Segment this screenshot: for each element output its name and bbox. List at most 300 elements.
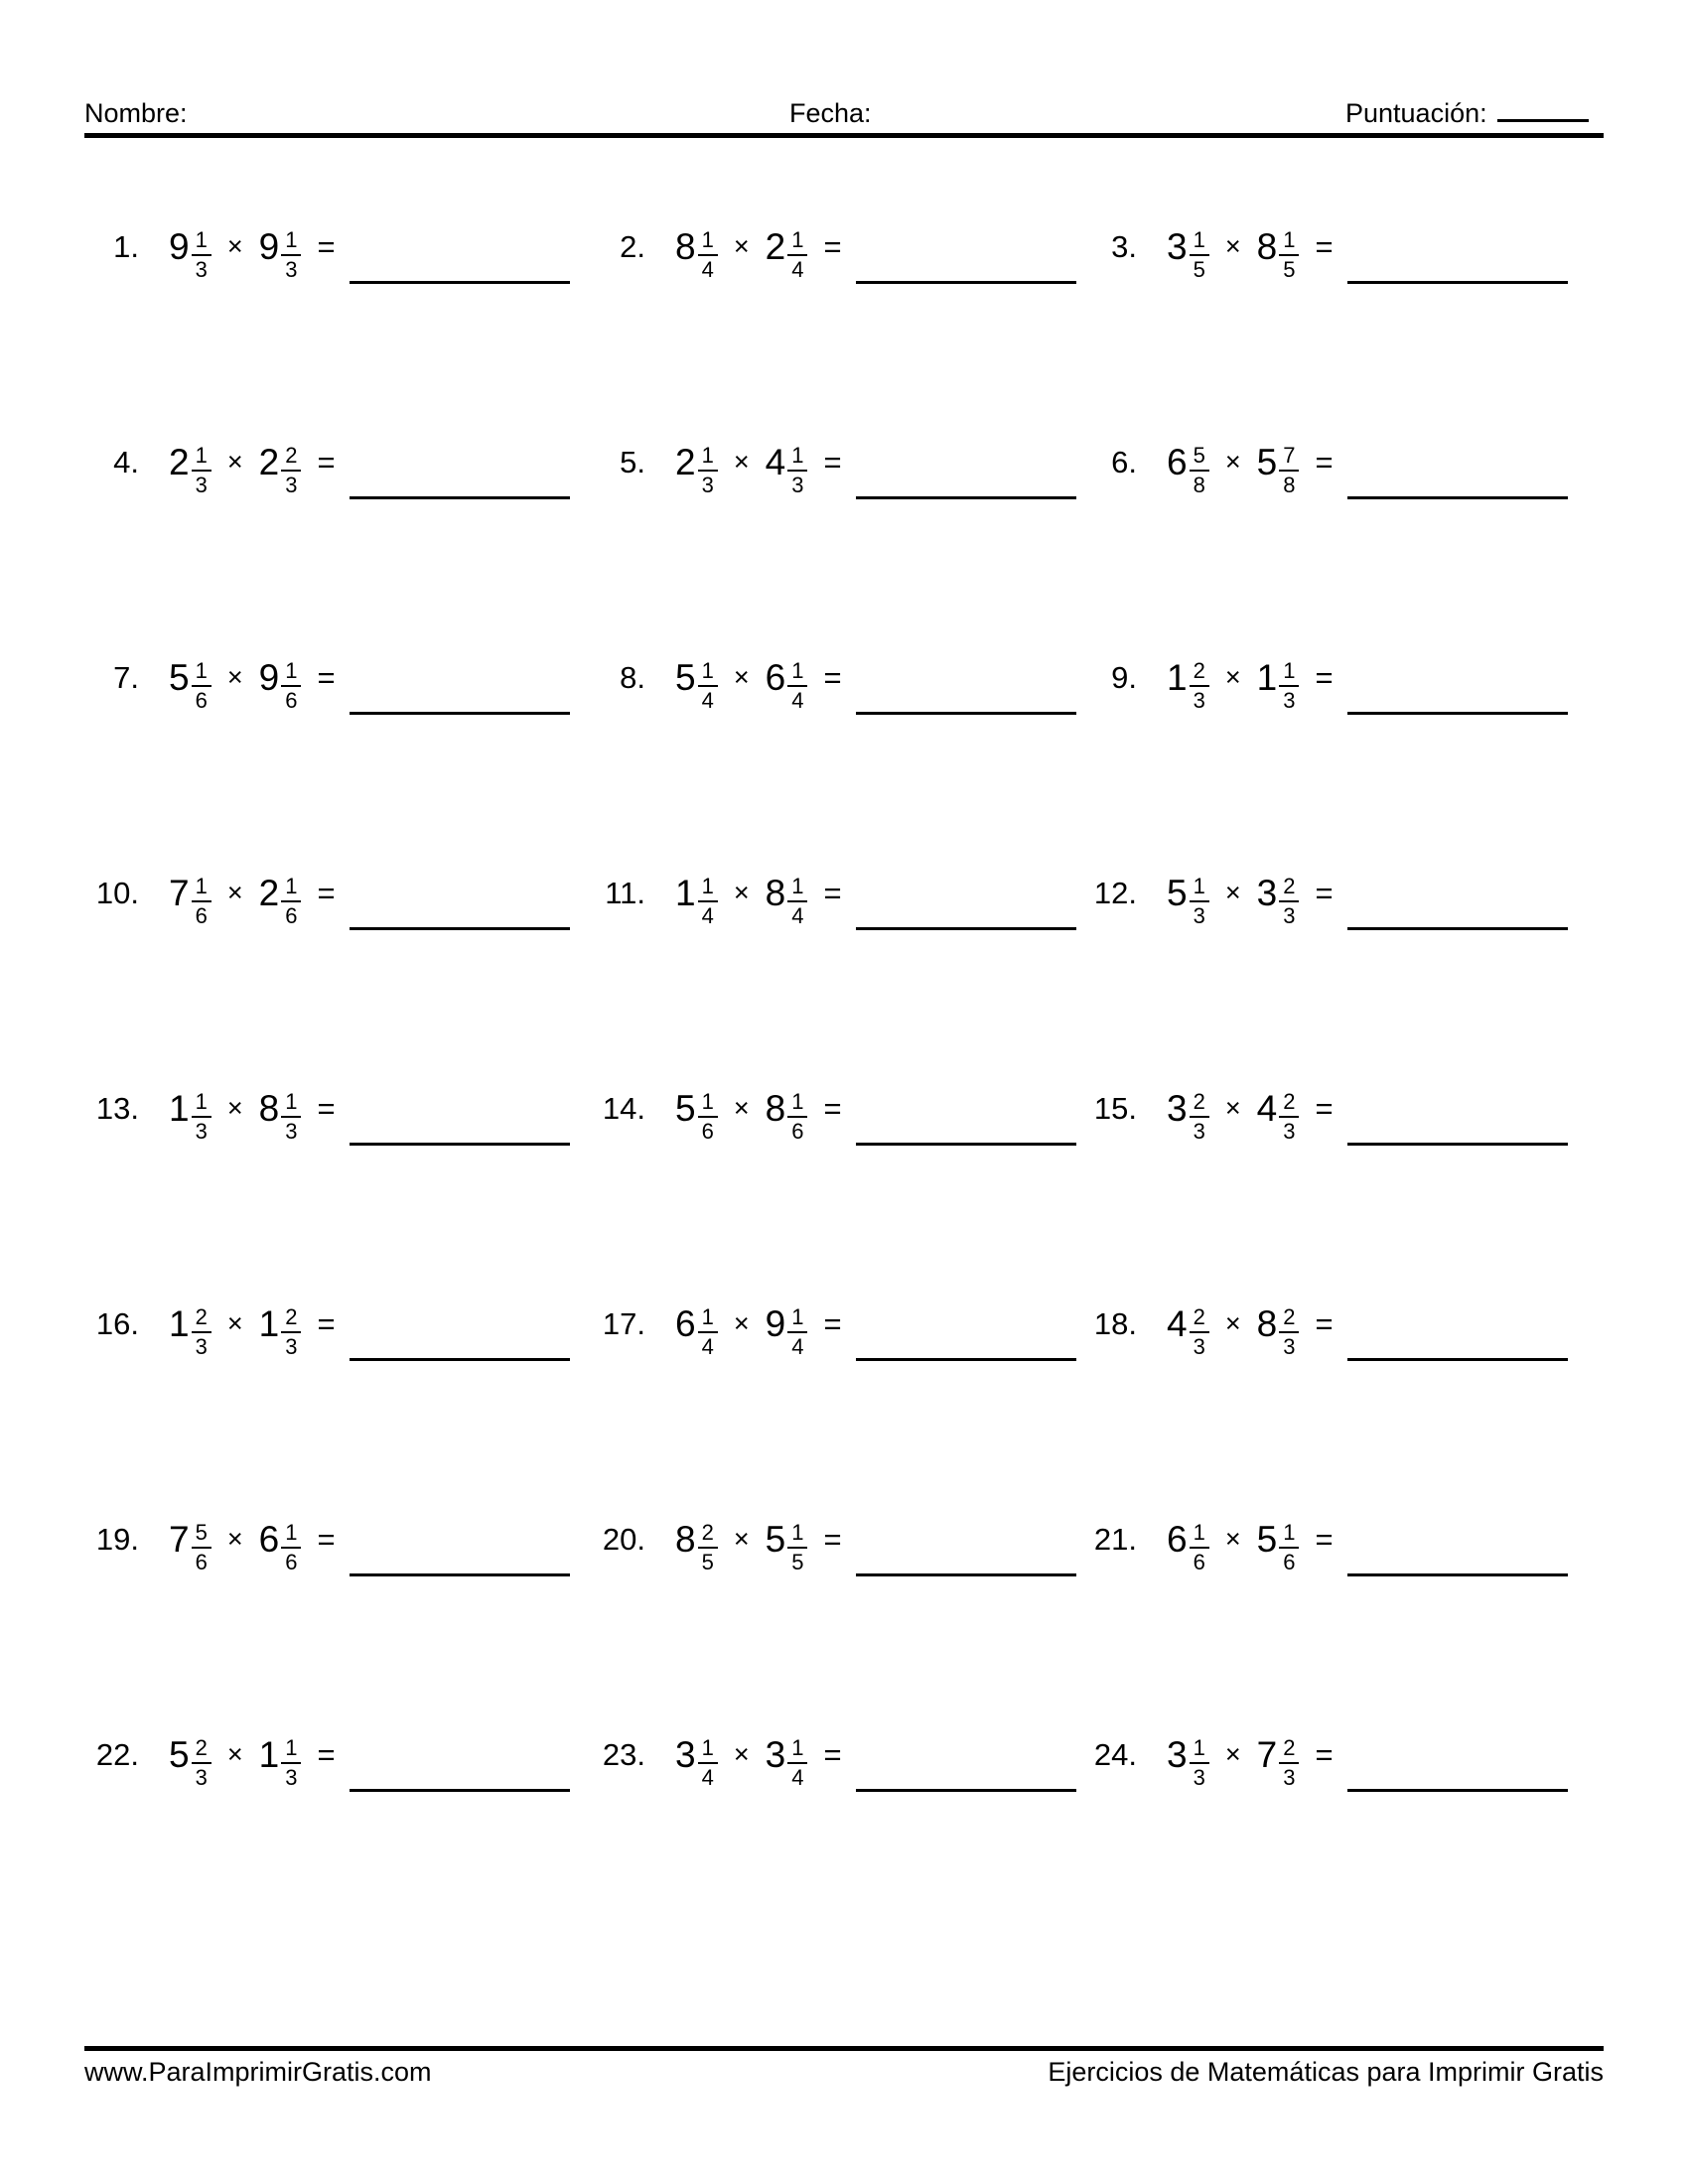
problem-cell	[591, 354, 1082, 570]
factor-a-fraction	[1190, 1088, 1209, 1144]
factor-b-whole: 3	[765, 1734, 786, 1775]
times-icon: ×	[1224, 662, 1241, 692]
factor-b-denominator: 3	[281, 254, 301, 281]
factor-b-numerator: 1	[1283, 657, 1296, 683]
factor-a-mixed-number	[1167, 1083, 1209, 1144]
factor-a-whole: 5	[169, 657, 190, 698]
factor-a-numerator: 1	[195, 657, 208, 683]
factor-a-mixed-number	[675, 1729, 718, 1790]
problem-cell	[84, 570, 591, 785]
factor-b-fraction	[787, 1734, 807, 1790]
factor-b-mixed-number	[258, 221, 302, 282]
factor-b-mixed-number	[1256, 868, 1300, 928]
equals-sign: =	[1315, 228, 1334, 264]
factor-b-numerator: 1	[1283, 1519, 1296, 1545]
factor-b-mixed-number	[765, 868, 808, 928]
factor-a-numerator: 1	[701, 442, 714, 468]
factor-a-denominator: 3	[1190, 900, 1209, 927]
answer-blank-line[interactable]	[1347, 281, 1568, 284]
times-icon: ×	[1224, 1524, 1241, 1554]
factor-a-fraction	[698, 1519, 718, 1574]
equals-sign: =	[1315, 659, 1334, 695]
factor-b-whole: 4	[1256, 1088, 1278, 1129]
factor-a-fraction	[1190, 1519, 1209, 1574]
factor-b-fraction	[281, 657, 301, 713]
answer-blank-line[interactable]	[1347, 712, 1568, 715]
factor-a-whole: 1	[169, 1088, 190, 1129]
factor-b-mixed-number	[765, 1298, 808, 1359]
times-icon: ×	[1224, 1308, 1241, 1338]
factor-b-numerator: 1	[285, 1734, 298, 1760]
times-icon: ×	[226, 878, 243, 907]
factor-b-denominator: 4	[787, 1331, 807, 1358]
equals-sign: =	[823, 1305, 842, 1341]
factor-a-numerator: 1	[701, 657, 714, 683]
factor-b-denominator: 4	[787, 685, 807, 712]
factor-b-mixed-number	[1256, 1514, 1300, 1574]
times-icon: ×	[226, 1524, 243, 1554]
equals-sign: =	[1315, 1305, 1334, 1341]
factor-a-fraction	[192, 442, 211, 497]
equals-sign: =	[1315, 1736, 1334, 1772]
times-icon: ×	[733, 878, 750, 907]
factor-a-mixed-number	[169, 1514, 211, 1574]
factor-b-fraction	[281, 226, 301, 282]
factor-a-whole: 1	[169, 1303, 190, 1344]
factor-b-whole: 8	[765, 1088, 786, 1129]
footer-title: Ejercicios de Matemáticas para Imprimir Gratis	[1048, 2057, 1604, 2087]
factor-a-whole: 1	[1167, 657, 1188, 698]
factor-a-fraction	[192, 1088, 211, 1144]
factor-b-whole: 6	[258, 1519, 280, 1560]
factor-b-numerator: 1	[285, 657, 298, 683]
factor-b-numerator: 2	[285, 1303, 298, 1329]
problem-cell	[84, 785, 591, 1001]
factor-a-mixed-number	[1167, 1729, 1209, 1790]
factor-a-denominator: 6	[192, 1547, 211, 1573]
problem-number: 19.	[95, 1521, 139, 1557]
equals-sign: =	[1315, 1521, 1334, 1557]
factor-a-denominator: 4	[698, 1331, 718, 1358]
factor-a-denominator: 4	[698, 254, 718, 281]
factor-a-mixed-number	[169, 1083, 211, 1144]
problem-cell	[84, 1001, 591, 1216]
factor-b-fraction	[787, 1303, 807, 1359]
factor-b-whole: 1	[258, 1734, 280, 1775]
factor-a-mixed-number	[1167, 1514, 1209, 1574]
factor-a-mixed-number	[169, 221, 211, 282]
answer-blank-line[interactable]	[856, 712, 1076, 715]
factor-a-whole: 6	[1167, 442, 1188, 482]
factor-b-fraction	[1279, 657, 1299, 713]
problem-cell	[1082, 1001, 1604, 1216]
factor-a-fraction	[1190, 873, 1209, 928]
problem-number: 10.	[95, 875, 139, 910]
factor-b-denominator: 6	[281, 900, 301, 927]
factor-a-denominator: 3	[192, 254, 211, 281]
problem-cell	[84, 354, 591, 570]
factor-b-denominator: 3	[281, 470, 301, 496]
factor-b-denominator: 3	[281, 1762, 301, 1789]
factor-a-numerator: 1	[701, 1088, 714, 1114]
equals-sign: =	[317, 1521, 336, 1557]
factor-a-fraction	[698, 442, 718, 497]
problem-cell	[591, 785, 1082, 1001]
times-icon: ×	[226, 1739, 243, 1769]
factor-a-fraction	[192, 873, 211, 928]
factor-b-denominator: 6	[787, 1116, 807, 1143]
factor-b-mixed-number	[1256, 221, 1300, 282]
problem-cell	[591, 1647, 1082, 1862]
factor-a-fraction	[698, 873, 718, 928]
equals-sign: =	[317, 875, 336, 910]
factor-b-mixed-number	[1256, 1298, 1300, 1359]
answer-blank-line[interactable]	[856, 1573, 1076, 1576]
factor-b-denominator: 5	[787, 1547, 807, 1573]
answer-blank-line[interactable]	[1347, 1358, 1568, 1361]
problem-cell	[1082, 1432, 1604, 1647]
problem-number: 7.	[113, 659, 139, 695]
times-icon: ×	[226, 662, 243, 692]
factor-a-fraction	[192, 1303, 211, 1359]
problems-grid	[84, 139, 1604, 1862]
problem-number: 2.	[620, 228, 645, 264]
footer-divider-line	[84, 2046, 1604, 2051]
factor-a-numerator: 1	[1193, 226, 1205, 252]
factor-a-denominator: 6	[1190, 1547, 1209, 1573]
factor-a-whole: 6	[1167, 1519, 1188, 1560]
times-icon: ×	[733, 447, 750, 477]
equals-sign: =	[823, 228, 842, 264]
times-icon: ×	[226, 1308, 243, 1338]
factor-b-denominator: 3	[1279, 900, 1299, 927]
problem-number: 21.	[1093, 1521, 1137, 1557]
equals-sign: =	[317, 1736, 336, 1772]
factor-a-whole: 7	[169, 873, 190, 913]
factor-b-fraction	[281, 1088, 301, 1144]
problem-cell	[1082, 570, 1604, 785]
factor-b-fraction	[281, 873, 301, 928]
problem-number: 12.	[1093, 875, 1137, 910]
factor-b-fraction	[1279, 1519, 1299, 1574]
factor-b-fraction	[281, 1519, 301, 1574]
factor-b-whole: 1	[258, 1303, 280, 1344]
factor-b-numerator: 7	[1283, 442, 1296, 468]
factor-b-numerator: 1	[285, 1519, 298, 1545]
problem-number: 17.	[602, 1305, 645, 1341]
answer-blank-line[interactable]	[856, 1789, 1076, 1792]
answer-blank-line[interactable]	[1347, 927, 1568, 930]
factor-b-numerator: 1	[285, 873, 298, 898]
factor-a-whole: 8	[675, 1519, 696, 1560]
factor-a-mixed-number	[1167, 868, 1209, 928]
factor-b-denominator: 3	[281, 1116, 301, 1143]
factor-b-denominator: 4	[787, 900, 807, 927]
problem-number: 5.	[620, 444, 645, 479]
problem-cell	[591, 1216, 1082, 1432]
answer-blank-line[interactable]	[1347, 1789, 1568, 1792]
problem-cell	[84, 1216, 591, 1432]
factor-a-whole: 1	[675, 873, 696, 913]
factor-a-denominator: 6	[698, 1116, 718, 1143]
factor-b-numerator: 2	[1283, 1734, 1296, 1760]
factor-a-denominator: 5	[698, 1547, 718, 1573]
factor-a-mixed-number	[169, 868, 211, 928]
factor-b-mixed-number	[765, 652, 808, 713]
factor-a-whole: 4	[1167, 1303, 1188, 1344]
factor-a-denominator: 3	[192, 1116, 211, 1143]
factor-a-denominator: 3	[1190, 1331, 1209, 1358]
factor-b-denominator: 8	[1279, 470, 1299, 496]
factor-a-whole: 9	[169, 226, 190, 267]
header-writing-line	[84, 133, 1604, 138]
factor-a-fraction	[698, 1303, 718, 1359]
answer-blank-line[interactable]	[350, 712, 570, 715]
factor-a-denominator: 3	[192, 470, 211, 496]
times-icon: ×	[1224, 231, 1241, 261]
factor-b-mixed-number	[765, 221, 808, 282]
factor-a-denominator: 4	[698, 900, 718, 927]
times-icon: ×	[733, 1739, 750, 1769]
factor-a-numerator: 1	[195, 226, 208, 252]
factor-b-denominator: 3	[1279, 1762, 1299, 1789]
factor-a-whole: 3	[1167, 1088, 1188, 1129]
equals-sign: =	[1315, 1090, 1334, 1126]
factor-b-mixed-number	[258, 437, 302, 497]
factor-b-mixed-number	[258, 868, 302, 928]
factor-a-mixed-number	[675, 652, 718, 713]
factor-a-denominator: 3	[698, 470, 718, 496]
problem-cell	[84, 139, 591, 354]
problem-cell	[1082, 139, 1604, 354]
factor-a-denominator: 3	[1190, 1762, 1209, 1789]
factor-b-fraction	[281, 1734, 301, 1790]
problem-cell	[84, 1647, 591, 1862]
times-icon: ×	[733, 1524, 750, 1554]
answer-blank-line[interactable]	[1347, 496, 1568, 499]
factor-a-fraction	[1190, 657, 1209, 713]
times-icon: ×	[226, 1093, 243, 1123]
factor-b-whole: 9	[258, 657, 280, 698]
factor-a-numerator: 1	[195, 873, 208, 898]
factor-b-whole: 5	[1256, 1519, 1278, 1560]
factor-b-fraction	[787, 1088, 807, 1144]
factor-b-whole: 8	[765, 873, 786, 913]
factor-b-fraction	[1279, 1088, 1299, 1144]
factor-a-fraction	[698, 1088, 718, 1144]
factor-b-fraction	[1279, 226, 1299, 282]
factor-b-numerator: 1	[791, 657, 804, 683]
factor-a-denominator: 3	[1190, 1116, 1209, 1143]
factor-b-numerator: 1	[285, 1088, 298, 1114]
factor-b-whole: 8	[1256, 1303, 1278, 1344]
factor-a-fraction	[192, 1519, 211, 1574]
score-label-text: Puntuación:	[1345, 98, 1487, 128]
answer-blank-line[interactable]	[350, 1573, 570, 1576]
factor-a-denominator: 6	[192, 685, 211, 712]
factor-a-mixed-number	[1167, 1298, 1209, 1359]
factor-a-denominator: 3	[1190, 685, 1209, 712]
factor-a-numerator: 2	[195, 1303, 208, 1329]
factor-a-numerator: 2	[1193, 657, 1205, 683]
factor-a-numerator: 2	[701, 1519, 714, 1545]
factor-a-whole: 2	[675, 442, 696, 482]
times-icon: ×	[733, 662, 750, 692]
equals-sign: =	[1315, 444, 1334, 479]
factor-b-numerator: 1	[285, 226, 298, 252]
factor-b-mixed-number	[258, 1298, 302, 1359]
equals-sign: =	[823, 1090, 842, 1126]
problem-cell	[591, 1432, 1082, 1647]
answer-blank-line[interactable]	[856, 496, 1076, 499]
answer-blank-line[interactable]	[350, 927, 570, 930]
factor-b-fraction	[281, 442, 301, 497]
factor-a-numerator: 5	[195, 1519, 208, 1545]
factor-b-whole: 1	[1256, 657, 1278, 698]
factor-b-numerator: 1	[791, 1734, 804, 1760]
factor-a-denominator: 4	[698, 1762, 718, 1789]
factor-b-numerator: 1	[791, 1303, 804, 1329]
equals-sign: =	[1315, 875, 1334, 910]
factor-b-whole: 3	[1256, 873, 1278, 913]
factor-a-whole: 5	[1167, 873, 1188, 913]
problem-number: 6.	[1111, 444, 1137, 479]
factor-a-fraction	[1190, 1303, 1209, 1359]
factor-b-numerator: 1	[1283, 226, 1296, 252]
answer-blank-line[interactable]	[350, 281, 570, 284]
factor-b-whole: 2	[258, 873, 280, 913]
answer-blank-line[interactable]	[350, 1143, 570, 1146]
factor-b-mixed-number	[765, 437, 808, 497]
factor-b-mixed-number	[258, 1083, 302, 1144]
factor-b-whole: 8	[1256, 226, 1278, 267]
factor-b-mixed-number	[258, 652, 302, 713]
answer-blank-line[interactable]	[1347, 1143, 1568, 1146]
answer-blank-line[interactable]	[350, 496, 570, 499]
answer-blank-line[interactable]	[856, 927, 1076, 930]
problem-number: 3.	[1111, 228, 1137, 264]
times-icon: ×	[226, 447, 243, 477]
factor-b-denominator: 6	[1279, 1547, 1299, 1573]
factor-a-mixed-number	[169, 1298, 211, 1359]
factor-b-mixed-number	[1256, 437, 1300, 497]
score-blank-line[interactable]	[1497, 119, 1589, 122]
factor-a-mixed-number	[675, 868, 718, 928]
factor-b-numerator: 2	[1283, 873, 1296, 898]
factor-a-fraction	[192, 657, 211, 713]
factor-b-denominator: 3	[1279, 685, 1299, 712]
factor-b-numerator: 1	[791, 873, 804, 898]
answer-blank-line[interactable]	[856, 1358, 1076, 1361]
problem-number: 14.	[602, 1090, 645, 1126]
factor-b-fraction	[1279, 442, 1299, 497]
factor-b-mixed-number	[1256, 1729, 1300, 1790]
factor-b-fraction	[1279, 1303, 1299, 1359]
factor-a-mixed-number	[169, 437, 211, 497]
factor-b-numerator: 1	[791, 226, 804, 252]
equals-sign: =	[317, 1305, 336, 1341]
problem-cell	[591, 139, 1082, 354]
answer-blank-line[interactable]	[856, 281, 1076, 284]
factor-b-whole: 4	[765, 442, 786, 482]
factor-b-denominator: 3	[1279, 1331, 1299, 1358]
factor-b-mixed-number	[765, 1514, 808, 1574]
factor-a-fraction	[698, 226, 718, 282]
factor-b-whole: 5	[1256, 442, 1278, 482]
factor-a-denominator: 8	[1190, 470, 1209, 496]
factor-a-numerator: 2	[1193, 1088, 1205, 1114]
factor-a-numerator: 2	[1193, 1303, 1205, 1329]
problem-number: 15.	[1093, 1090, 1137, 1126]
factor-a-numerator: 1	[195, 442, 208, 468]
name-label: Nombre:	[84, 98, 188, 128]
factor-b-denominator: 3	[281, 1331, 301, 1358]
problem-cell	[1082, 354, 1604, 570]
worksheet-header	[84, 95, 1604, 137]
footer-website: www.ParaImprimirGratis.com	[84, 2057, 432, 2087]
date-label: Fecha:	[789, 98, 872, 128]
problem-number: 20.	[602, 1521, 645, 1557]
factor-a-denominator: 4	[698, 685, 718, 712]
equals-sign: =	[317, 444, 336, 479]
factor-a-whole: 2	[169, 442, 190, 482]
factor-a-mixed-number	[675, 1298, 718, 1359]
times-icon: ×	[1224, 1093, 1241, 1123]
times-icon: ×	[226, 231, 243, 261]
factor-a-mixed-number	[675, 221, 718, 282]
factor-a-mixed-number	[1167, 437, 1209, 497]
factor-a-numerator: 1	[701, 1303, 714, 1329]
factor-a-numerator: 1	[1193, 1734, 1205, 1760]
answer-blank-line[interactable]	[350, 1789, 570, 1792]
answer-blank-line[interactable]	[350, 1358, 570, 1361]
times-icon: ×	[1224, 878, 1241, 907]
factor-a-numerator: 1	[195, 1088, 208, 1114]
times-icon: ×	[733, 1308, 750, 1338]
problem-cell	[1082, 1216, 1604, 1432]
factor-a-whole: 3	[1167, 1734, 1188, 1775]
factor-b-fraction	[1279, 873, 1299, 928]
equals-sign: =	[823, 1736, 842, 1772]
answer-blank-line[interactable]	[1347, 1573, 1568, 1576]
answer-blank-line[interactable]	[856, 1143, 1076, 1146]
equals-sign: =	[823, 1521, 842, 1557]
factor-a-fraction	[1190, 226, 1209, 282]
factor-b-fraction	[787, 442, 807, 497]
factor-b-denominator: 4	[787, 1762, 807, 1789]
factor-a-numerator: 1	[1193, 873, 1205, 898]
factor-b-denominator: 4	[787, 254, 807, 281]
factor-a-numerator: 1	[1193, 1519, 1205, 1545]
factor-b-denominator: 5	[1279, 254, 1299, 281]
times-icon: ×	[1224, 447, 1241, 477]
problem-number: 8.	[620, 659, 645, 695]
score-label	[1345, 98, 1589, 129]
equals-sign: =	[317, 1090, 336, 1126]
factor-b-denominator: 6	[281, 685, 301, 712]
factor-a-whole: 5	[675, 657, 696, 698]
equals-sign: =	[823, 875, 842, 910]
problem-number: 23.	[602, 1736, 645, 1772]
problem-number: 13.	[95, 1090, 139, 1126]
factor-a-numerator: 5	[1193, 442, 1205, 468]
factor-b-mixed-number	[765, 1083, 808, 1144]
factor-b-fraction	[787, 873, 807, 928]
factor-b-numerator: 1	[791, 1519, 804, 1545]
factor-a-denominator: 5	[1190, 254, 1209, 281]
factor-b-whole: 5	[765, 1519, 786, 1560]
problem-number: 18.	[1093, 1305, 1137, 1341]
